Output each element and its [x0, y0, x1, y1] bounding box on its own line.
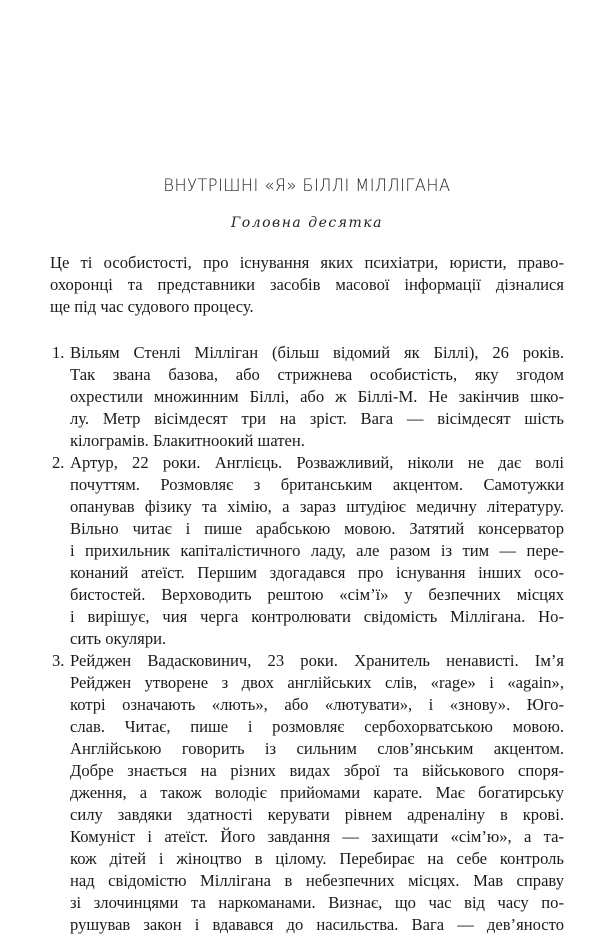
text-line: Вільно читає і пише арабською мовою. Затятий консерватор [70, 519, 564, 538]
text-line: слав. Читає, пише і розмовляє сербохорватською мовою. [70, 717, 564, 736]
chapter-title: ВНУТРІШНІ «Я» БІЛЛІ МІЛЛІГАНА [163, 176, 451, 196]
text-line: Це ті особистості, про існування яких психіатри, юристи, право- [50, 253, 564, 272]
chapter-subtitle: Головна десятка [231, 215, 383, 231]
text-line: Вільям Стенлі Мілліган (більш відомий як Біллі), 26 років. [70, 343, 564, 362]
list-item [50, 342, 564, 452]
text-line: кілограмів. Блакитноокий шатен. [70, 431, 305, 450]
text-line: Так звана базова, або стрижнева особистість, яку згодом [70, 365, 564, 384]
list-number: 3. [52, 651, 65, 670]
text-line: бистостей. Верховодить рештою «сім’ї» у безпечних місцях [70, 585, 564, 604]
text-line: і вирішує, чия черга контролювати свідомість Міллігана. Но- [70, 607, 564, 626]
intro-paragraph [50, 252, 564, 318]
text-line: почуттям. Розмовляє з британським акцентом. Самотужки [70, 475, 564, 494]
text-line: кож дітей і жіноцтво в цілому. Перебирає на себе контроль [70, 849, 564, 868]
text-line: Англійською говорить із сильним слов’янським акцентом. [70, 739, 564, 758]
text-line: лу. Метр вісімдесят три на зріст. Вага — вісімдесят шість [70, 409, 564, 428]
text-line: котрі означають «лють», або «лютувати», і «знову». Юго- [70, 695, 564, 714]
text-line: Комуніст і атеїст. Його завдання — захищати «сім’ю», а та- [70, 827, 564, 846]
text-line: зі злочинцями та наркоманами. Визнає, що час від часу по- [70, 893, 564, 912]
text-line: охоронці та представники засобів масової інформації дізналися [50, 275, 564, 294]
list-number: 2. [52, 453, 65, 472]
list-item [50, 452, 564, 650]
text-line: над свідомістю Міллігана в небезпечних місцях. Мав справу [70, 871, 564, 890]
list-item [50, 650, 564, 936]
personality-list [50, 342, 564, 936]
text-line: і прихильник капіталістичного ладу, але разом із тим — пере- [70, 541, 564, 560]
text-line: Добре знається на різних видах зброї та військового споря- [70, 761, 564, 780]
text-line: охрестили множинним Біллі, або ж Біллі-М. Не закінчив шко- [70, 387, 564, 406]
text-line: силу завдяки здатності керувати рівнем адреналіну в крові. [70, 805, 564, 824]
text-line: Рейджен Вадасковинич, 23 роки. Хранитель ненависті. Ім’я [70, 651, 564, 670]
text-line: опанував фізику та хімію, а зараз штудіює медичну літературу. [70, 497, 564, 516]
text-line: ще під час судового процесу. [50, 297, 254, 316]
list-number: 1. [52, 343, 65, 362]
text-line: Рейджен утворене з двох англійських слів, «rage» і «again», [70, 673, 564, 692]
text-line: конаний атеїст. Першим здогадався про існування інших осо- [70, 563, 564, 582]
text-line: сить окуляри. [70, 629, 167, 648]
text-line: рушував закон і вдавався до насильства. Вага — дев’яносто [70, 915, 564, 934]
text-line: Артур, 22 роки. Англієць. Розважливий, ніколи не дає волі [70, 453, 564, 472]
text-line: дження, а також володіє прийомами карате. Має богатирську [70, 783, 564, 802]
